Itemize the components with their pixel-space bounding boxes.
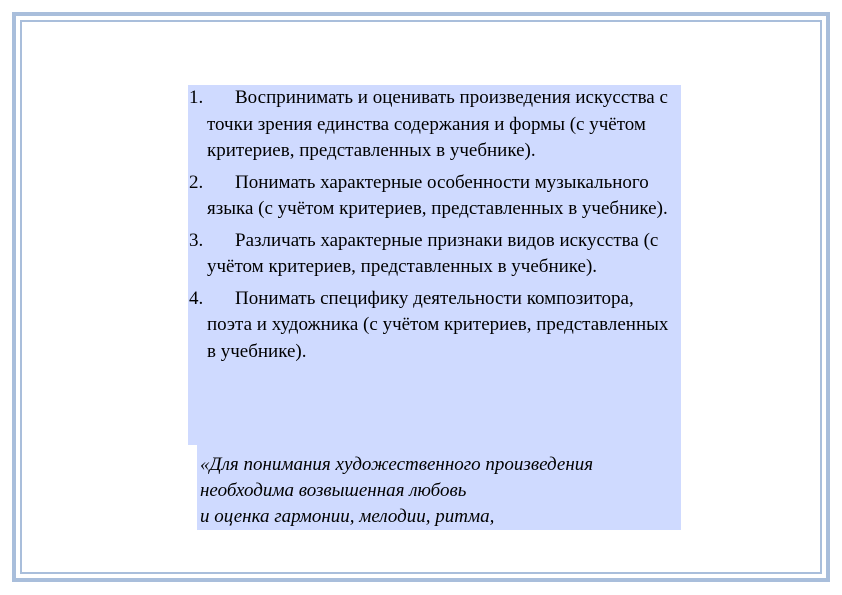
quote-line: «Для понимания художественного произведения bbox=[200, 454, 594, 475]
list-item bbox=[188, 170, 681, 223]
list-item-text: Понимать характерные особенности музыкального языка (с учётом критериев, представленных в учебнике). bbox=[207, 171, 668, 219]
quote bbox=[197, 445, 681, 530]
list-item bbox=[188, 85, 681, 165]
list-item bbox=[188, 286, 681, 366]
list-item-number: 1. bbox=[189, 87, 204, 108]
requirements-list-block bbox=[188, 85, 681, 445]
list-item bbox=[188, 228, 681, 281]
quote-line: и оценка гармонии, мелодии, ритма, bbox=[200, 506, 495, 527]
quote-block bbox=[197, 445, 681, 530]
requirements-list bbox=[188, 85, 681, 365]
list-item-number: 3. bbox=[189, 229, 204, 251]
quote-line: необходима возвышенная любовь bbox=[200, 480, 467, 501]
list-item-text: Воспринимать и оценивать произведения искусства с точки зрения единства содержания и формы (с учётом критериев, представленных в учебнике). bbox=[207, 87, 668, 161]
list-item-number: 2. bbox=[189, 171, 204, 193]
list-item-text: Различать характерные признаки видов искусства (с учётом критериев, представленных в учебнике). bbox=[207, 229, 659, 277]
list-item-text: Понимать специфику деятельности композитора, поэта и художника (с учётом критериев, представленных в учебнике). bbox=[207, 287, 669, 362]
list-item-number: 4. bbox=[189, 287, 204, 309]
